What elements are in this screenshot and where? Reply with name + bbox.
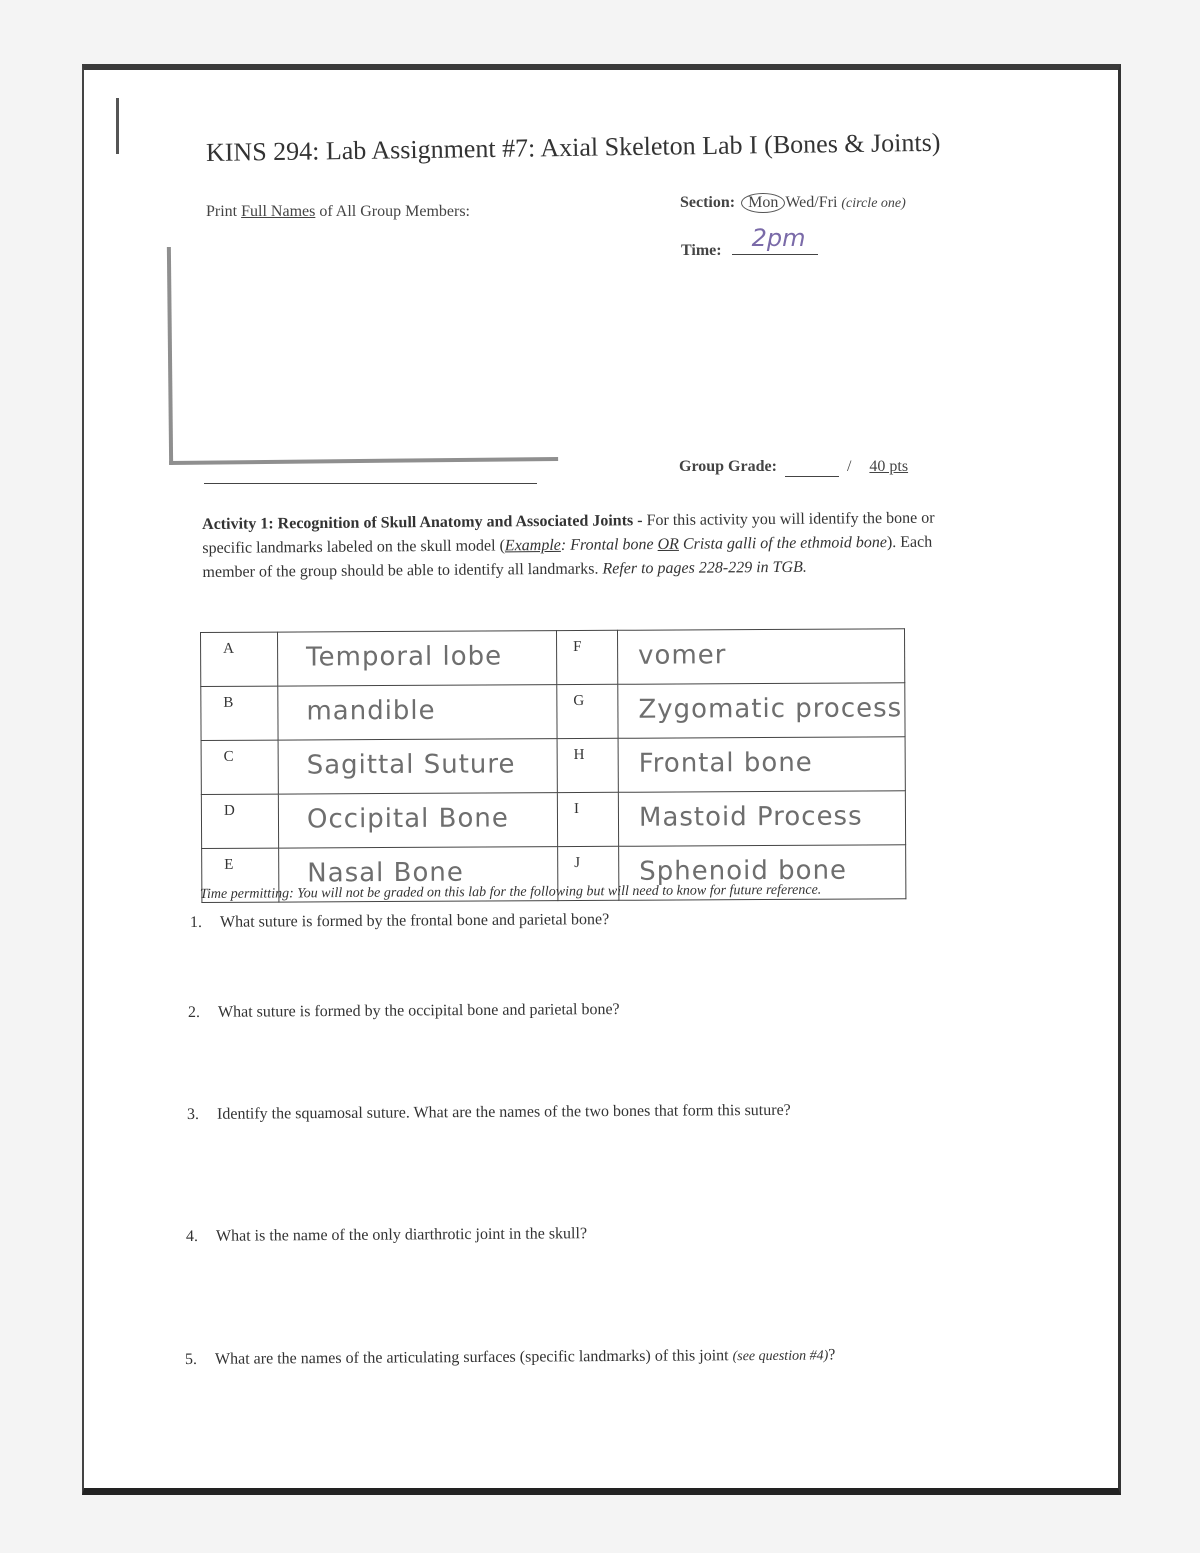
- row-letter-left: C: [201, 740, 278, 794]
- or-label: OR: [657, 535, 679, 554]
- table-row: [201, 737, 905, 795]
- question-number: 5.: [184, 1350, 198, 1368]
- row-letter-right: I: [557, 792, 618, 846]
- question-1: [190, 911, 609, 932]
- question-text: What suture is formed by the occipital bone and parietal bone?: [217, 1000, 620, 1021]
- question-hint: (see question #4): [732, 1348, 829, 1365]
- answer-cell[interactable]: mandible: [278, 685, 557, 740]
- example-label: Example: [504, 536, 561, 555]
- question-text: What suture is formed by the frontal bone and parietal bone?: [219, 911, 610, 931]
- scan-edge-mark: [116, 98, 119, 154]
- answer-cell[interactable]: Sagittal Suture: [278, 739, 557, 794]
- answer-cell[interactable]: Temporal lobe: [278, 631, 557, 686]
- answer-cell[interactable]: vomer: [617, 629, 904, 685]
- group-grade: [679, 458, 908, 477]
- answer-cell[interactable]: Mastoid Process: [618, 791, 905, 847]
- question-number: 2.: [187, 1003, 201, 1021]
- time-value: 2pm: [751, 224, 806, 252]
- group-grade-label: Group Grade:: [679, 458, 777, 475]
- table-row: [201, 683, 905, 741]
- members-label-underlined: Full Names: [241, 203, 316, 220]
- activity-refer: Refer to pages 228-229 in TGB.: [602, 558, 807, 578]
- question-2: [188, 1001, 620, 1022]
- row-letter-right: F: [556, 630, 617, 684]
- answer-cell[interactable]: Zygomatic process: [618, 683, 905, 739]
- question-text: What is the name of the only diarthrotic joint in the skull?: [215, 1225, 588, 1245]
- section-hint: (circle one): [841, 196, 906, 211]
- answer-cell[interactable]: Occipital Bone: [278, 793, 557, 848]
- time-input[interactable]: [732, 224, 818, 255]
- answer-cell[interactable]: Nasal Bone: [279, 847, 558, 902]
- landmark-answer-table: [200, 628, 906, 903]
- question-text: What are the names of the articulating surfaces (specific landmarks) of this joint: [214, 1347, 733, 1368]
- answer-cell[interactable]: Sphenoid bone: [619, 845, 906, 901]
- question-tail: ?: [828, 1346, 836, 1364]
- group-members-label: [206, 203, 470, 221]
- row-letter-left: A: [201, 632, 278, 686]
- activity-heading: Activity 1: Recognition of Skull Anatomy and Associated Joints -: [202, 512, 643, 533]
- section-option-mon[interactable]: Mon: [741, 193, 785, 213]
- question-4: [186, 1225, 587, 1246]
- activity-text-2: ). Each member of the group should be able to identify all landmarks.: [202, 533, 933, 581]
- group-members-field[interactable]: [167, 243, 558, 465]
- answer-cell[interactable]: Frontal bone: [618, 737, 905, 793]
- page-title: KINS 294: Lab Assignment #7: Axial Skeleton Lab I (Bones & Joints): [205, 127, 941, 167]
- section-label: Section:: [680, 194, 736, 211]
- question-number: 3.: [186, 1105, 200, 1123]
- time-permitting-note: Time permitting: You will not be graded on this lab for the following but will need to know for future reference.: [199, 882, 822, 902]
- time-field: [681, 224, 818, 260]
- members-label-pre: Print: [206, 203, 242, 220]
- group-grade-blank[interactable]: [785, 458, 839, 477]
- row-letter-left: D: [201, 794, 278, 848]
- question-number: 1.: [189, 913, 203, 931]
- section-option-wed-fri[interactable]: Wed/Fri: [785, 194, 838, 211]
- name-write-line[interactable]: [204, 483, 537, 484]
- example-text: : Frontal bone: [560, 536, 658, 554]
- section-selector: [680, 193, 906, 213]
- activity-instructions: [202, 506, 973, 585]
- members-label-post: of All Group Members:: [315, 203, 470, 220]
- time-label: Time:: [681, 242, 722, 259]
- table-row: [201, 629, 905, 687]
- row-letter-right: H: [557, 738, 618, 792]
- table-row: [201, 791, 905, 849]
- row-letter-left: B: [201, 686, 278, 740]
- group-grade-total: 40 pts: [869, 458, 909, 475]
- row-letter-right: J: [558, 846, 619, 900]
- question-text: Identify the squamosal suture. What are the names of the two bones that form this suture?: [216, 1101, 791, 1123]
- group-grade-separator: /: [846, 458, 852, 475]
- row-letter-left: E: [202, 848, 279, 902]
- question-number: 4.: [185, 1227, 199, 1245]
- activity-text-1: For this activity you will identify the bone or specific landmarks labeled on the skull model (: [202, 509, 935, 557]
- example-text-2: Crista galli of the ethmoid bone: [678, 534, 887, 553]
- row-letter-right: G: [557, 684, 618, 738]
